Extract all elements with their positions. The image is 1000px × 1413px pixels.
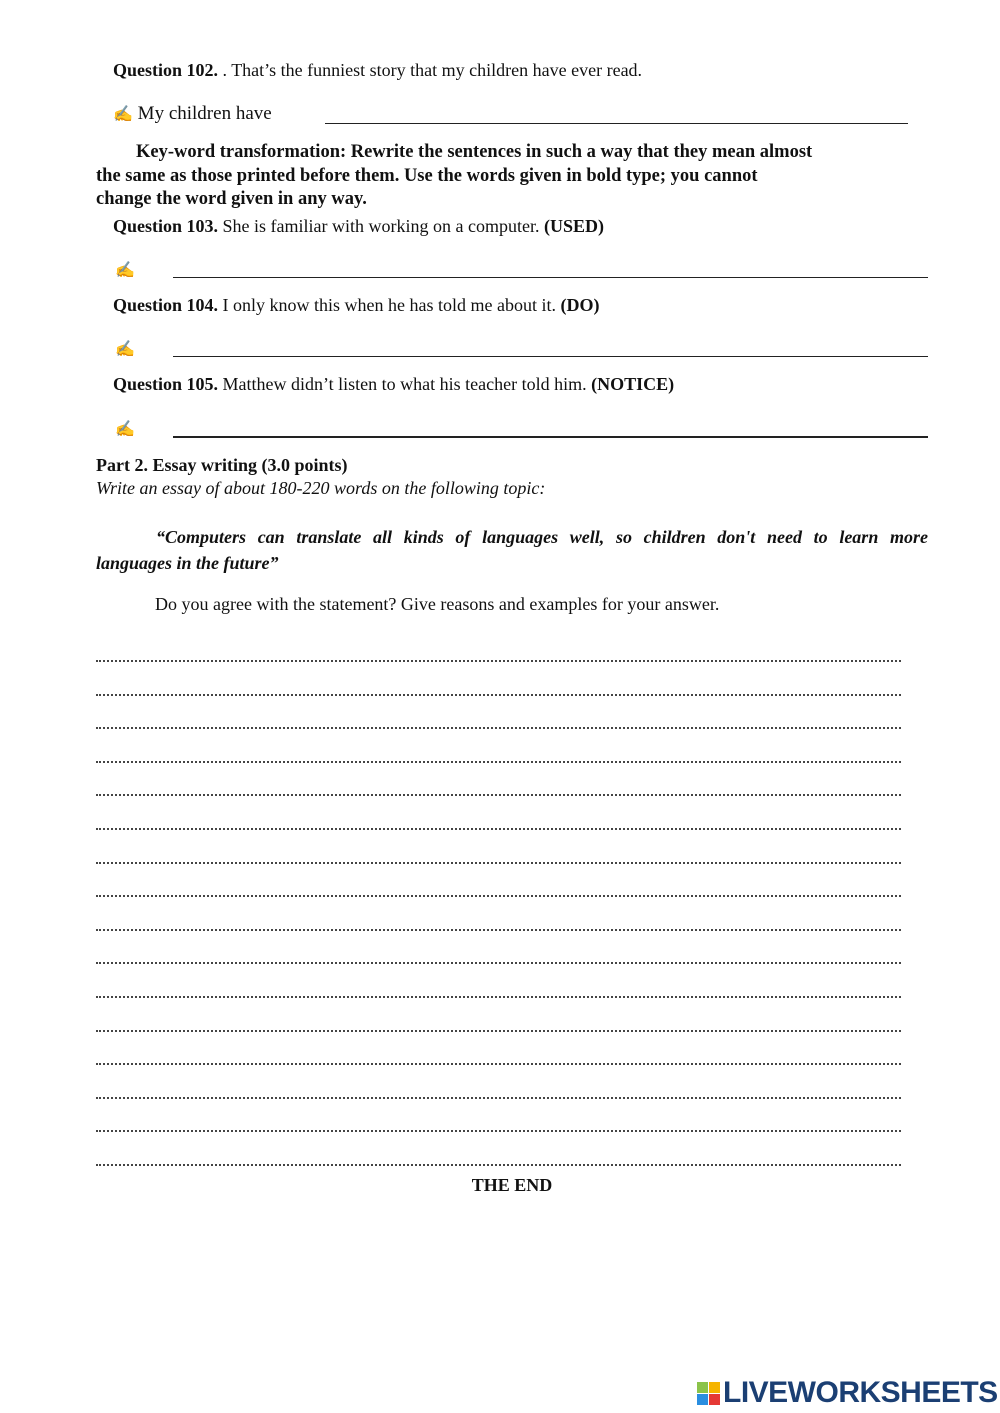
question-label: Question 104. (113, 295, 219, 315)
writing-hand-icon: ✍ (113, 106, 133, 123)
essay-line[interactable] (96, 1154, 901, 1166)
essay-line[interactable] (96, 885, 901, 897)
question-102 (113, 60, 642, 81)
topic-line: languages in the future” (96, 553, 279, 573)
question-text: Matthew didn’t listen to what his teacher told him. (218, 374, 592, 394)
instructions-line: change the word given in any way. (96, 189, 367, 209)
instructions-line: the same as those printed before them. Use the words given in bold type; you cannot (96, 165, 758, 186)
answer-102-input[interactable] (325, 123, 908, 124)
question-label: Question 102. (113, 60, 219, 80)
instructions (96, 141, 926, 212)
topic-line: “Computers can translate all kinds of languages well, so children don't need to learn more (156, 527, 928, 547)
keyword: (NOTICE) (591, 374, 675, 394)
answer-prompt: My children have (137, 103, 272, 124)
the-end: THE END (471, 1175, 553, 1195)
logo-squares-icon (697, 1382, 720, 1405)
essay-line[interactable] (96, 684, 901, 696)
essay-line[interactable] (96, 986, 901, 998)
liveworksheets-logo (697, 1376, 998, 1410)
essay-line[interactable] (96, 952, 901, 964)
writing-hand-icon: ✍ (115, 262, 135, 279)
essay-question: Do you agree with the statement? Give reasons and examples for your answer. (155, 594, 720, 614)
instructions-line: Key-word transformation: Rewrite the sentences in such a way that they mean almost (136, 142, 813, 162)
essay-line[interactable] (96, 650, 901, 662)
writing-hand-icon: ✍ (115, 421, 135, 438)
essay-line[interactable] (96, 852, 901, 864)
part2-heading: Part 2. Essay writing (3.0 points) (96, 455, 348, 475)
essay-line[interactable] (96, 1020, 901, 1032)
essay-line[interactable] (96, 717, 901, 729)
essay-line[interactable] (96, 919, 901, 931)
essay-line[interactable] (96, 784, 901, 796)
answer-103-input[interactable] (173, 277, 928, 278)
part2-instruction: Write an essay of about 180-220 words on the following topic: (96, 478, 546, 498)
question-103 (113, 216, 604, 237)
essay-line[interactable] (96, 751, 901, 763)
keyword: (DO) (560, 295, 600, 315)
answer-105-input[interactable] (173, 436, 928, 438)
essay-line[interactable] (96, 818, 901, 830)
answer-102-row (113, 103, 272, 125)
question-text: I only know this when he has told me about it. (218, 295, 561, 315)
logo-text: LIVEWORKSHEETS (723, 1376, 998, 1409)
essay-topic (96, 524, 928, 576)
question-text: She is familiar with working on a computer. (218, 216, 544, 236)
question-label: Question 103. (113, 216, 219, 236)
essay-line[interactable] (96, 1053, 901, 1065)
essay-line[interactable] (96, 1120, 901, 1132)
writing-hand-icon: ✍ (115, 341, 135, 358)
question-label: Question 105. (113, 374, 219, 394)
essay-line[interactable] (96, 1087, 901, 1099)
question-104 (113, 295, 599, 316)
question-105 (113, 374, 674, 395)
answer-104-input[interactable] (173, 356, 928, 357)
question-text: . That’s the funniest story that my children have ever read. (218, 60, 643, 80)
keyword: (USED) (543, 216, 604, 236)
